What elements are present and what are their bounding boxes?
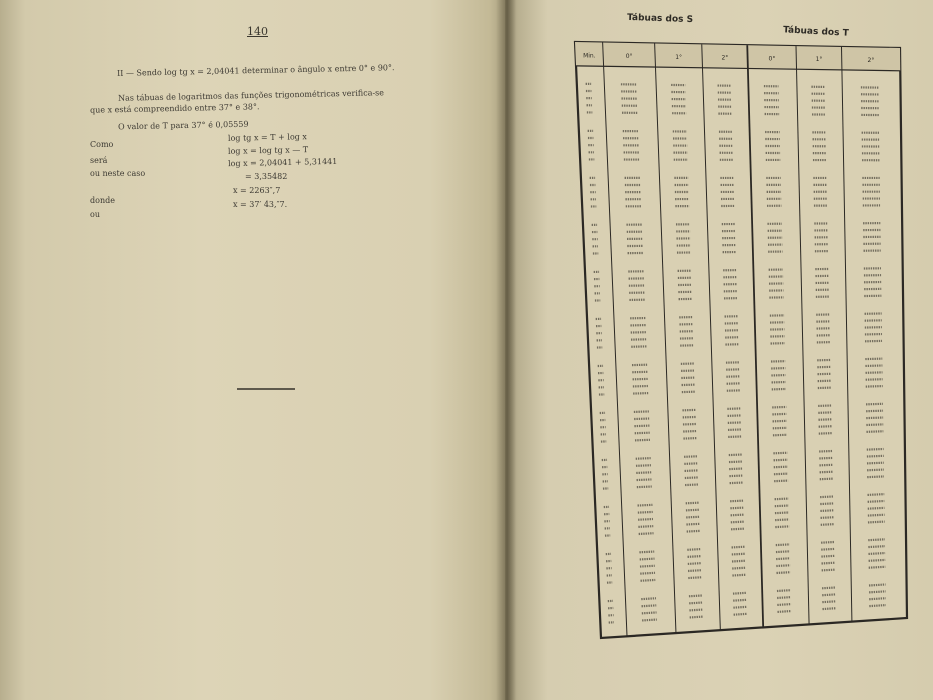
step-label: ou — [90, 210, 100, 219]
column-header: Min. — [583, 52, 596, 60]
table-border — [575, 42, 907, 638]
t-value-line: O valor de T para 37° é 0,05559 — [117, 119, 249, 132]
column-header: 1° — [675, 53, 683, 61]
step-label: será — [90, 156, 108, 165]
intro-line-2: que x está compreendido entre 37° e 38°. — [89, 102, 260, 115]
column-header: 1° — [815, 56, 823, 64]
step-expression: log tg x = T + log x — [227, 132, 307, 143]
column-header: 0° — [625, 53, 633, 61]
step-expression: x = 2263″,7 — [233, 186, 281, 195]
step-label: ou neste caso — [90, 169, 146, 178]
column-header: 0° — [768, 55, 776, 63]
page-number: 140 — [247, 25, 268, 38]
step-label: donde — [90, 196, 115, 205]
step-expression: log x = log tg x — T — [227, 145, 309, 156]
intro-line-1: Nas tábuas de logaritmos das funções trigonométricas verifica-se — [117, 88, 385, 103]
problem-statement: II — Sendo log tg x = 2,04041 determinar o ângulo x entre 0° e 90°. — [116, 63, 395, 78]
header-tabuas-s: Tábuas dos S — [626, 12, 694, 26]
header-tabuas-t: Tábuas dos T — [782, 25, 849, 39]
step-label: Como — [90, 140, 114, 149]
step-expression: log x = 2,04041 + 5,31441 — [227, 156, 338, 169]
step-expression: x = 37′ 43,″7. — [233, 200, 288, 209]
step-expression: = 3,35482 — [245, 172, 288, 181]
column-header: 2° — [867, 57, 875, 65]
column-header: 2° — [721, 54, 729, 62]
